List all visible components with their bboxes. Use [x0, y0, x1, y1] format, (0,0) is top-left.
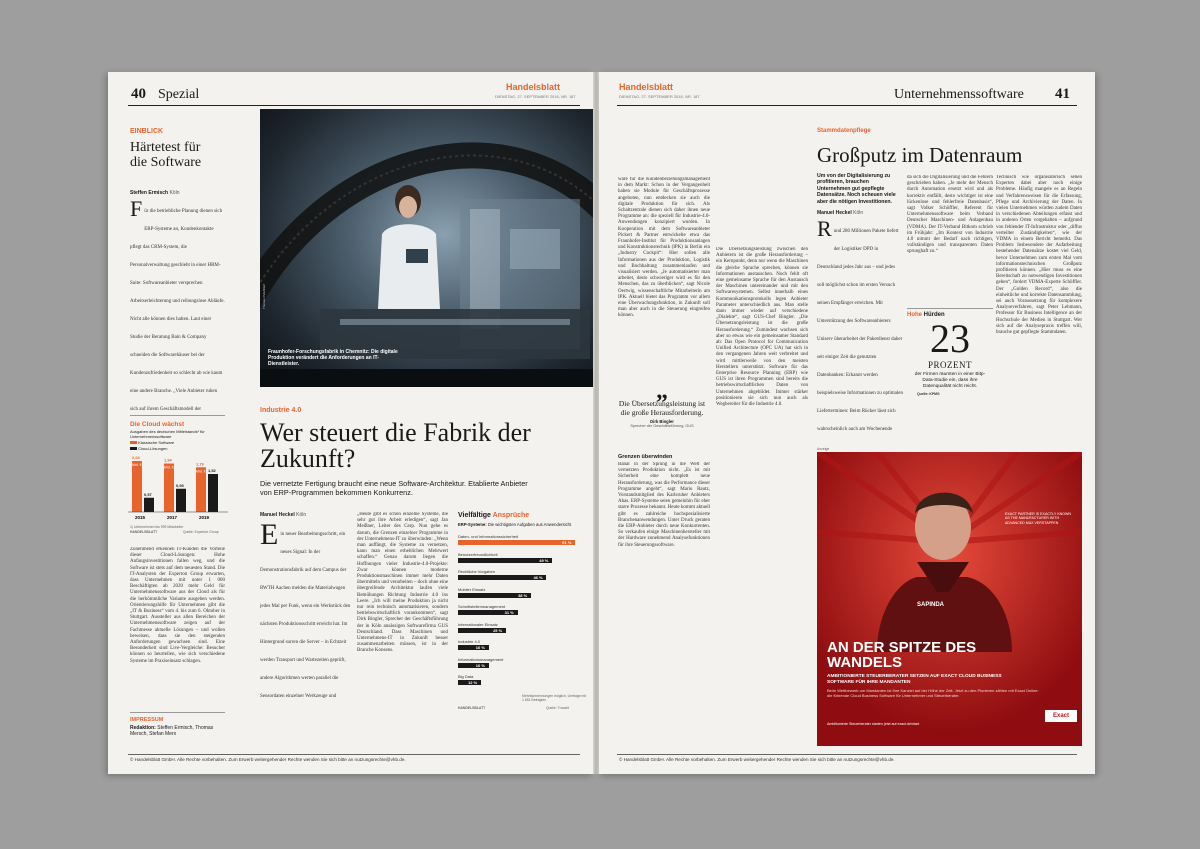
cloud-bar-2019-cloud [208, 474, 218, 512]
page-number-right: 41 [1055, 86, 1070, 102]
pull-quote [617, 378, 707, 442]
ad-headline: AN DER SPITZE DES WANDELS [827, 639, 977, 671]
einblick-location: Köln [169, 190, 180, 196]
main-kicker: Industrie 4.0 [260, 407, 302, 414]
right-page [599, 72, 1095, 774]
masthead-right: Handelsblatt [619, 82, 674, 92]
einblick-byline [130, 190, 179, 196]
erp-bar-label: Rechtliche Vorgaben [458, 569, 495, 574]
stat-text: der Firmen räumten in einer Bitp-Data-Studie ein, dass ihre Datenqualität nicht reicht. [914, 372, 986, 389]
factory-photo-illustration [260, 109, 593, 387]
footer-rule-right [617, 754, 1077, 755]
impressum-redaktion: Steffen Ermisch, Thomas Mersch, Stefan Merx [130, 725, 214, 737]
legend-swatch-classic [130, 441, 137, 444]
ad-footer: Ambitionierte Steuerberater starten jetzt auf exact.de/start [827, 722, 920, 726]
stat-source: Quelle: KPMG [917, 392, 940, 396]
main-col-1-text: in neuer Bearbeitungsschritt, ein neues Signal: In der Demonstrationsfabrik auf dem Campus der RWTH Aachen melden die Materialwagen jedes Mal per Funk, wenn ein Werkstück den nächsten Produktionsschritt erreicht hat. Im Hintergrund surren die Server – in Echtzeit werden Transport und Wartezeiten geprüft, andere Algorithmen werten parallel die Sensordaten einzelner Werkzeuge und [260, 532, 351, 699]
erp-bar-value: 61 % [562, 540, 572, 546]
cloud-legend-classic [130, 440, 174, 445]
cloud-year-label-2015: 2015 [135, 515, 146, 520]
footer-left: © Handelsblatt GmbH. Alle Rechte vorbehalten. Zum Erwerb weitergehender Rechte wenden Sie sich bitte an nutzungsrechte@vhb.de. [130, 757, 406, 762]
erp-bar-label: Benutzerfreundlichkeit [458, 551, 498, 557]
erp-bar-value: 31 % [504, 610, 514, 616]
erp-bar-label: Daten- und Informationssicherheit [458, 534, 519, 539]
masthead-left: Handelsblatt [506, 82, 561, 92]
cloud-chart-source-left: HANDELSBLATT [130, 530, 158, 534]
grosse-deck: Um von der Digitalisierung zu profitieren, brauchen Unternehmen gut gepflegte Datensätze. Noch scheuen viele aber die nötigen Investitionen. [817, 173, 896, 205]
ad-helmet-text: SAPINDA [917, 602, 945, 608]
ad-subhead: AMBITIONIERTE STEUERBERATER SETZEN AUF EXACT CLOUD BUSINESS SOFTWARE FÜR IHRE MANDANTEN [827, 674, 1002, 685]
stat-label-orange: Hohe [907, 312, 922, 318]
erp-bar-label: Mobiler Einsatz [458, 586, 486, 592]
cloud-bar-2015-classic [132, 461, 142, 512]
main-author: Manuel Heckel [260, 512, 295, 518]
grosse-col-3: Technisch wie organisatorisch sehen Experten dabei aber noch einige Probleme. Häufig mangele es an Regeln und Verfahrensweisen für die Erfassung, Pflege und Archivierung der Daten. In vielen Unternehmen würden zudem Daten in verschiedenen Abteilungen erfasst und in anderen Orten vorgehalten – aufgrund von fehlender IT-Infrastruktur oder „diffus verteilter Zuständigkeiten“, wie der VDMA in einem Bericht bemerkt. Das Problem: Insbesondere der Aufarbeitung bestehender Datensätze kostet viel Geld, bevor Unternehmen zum ersten Mal vom informationstechnischen Großputz profitieren können. „Hier muss es eine Bereitschaft zu notwendigen Investitionen geben“, fordert VDMA-Experte Schöffler. Der „Golden Record“, also die einheitliche und korrekte Datensammlung, sei auch Voraussetzung für komplexere Analyseverfahren, sagt Peter Lehmann, Professor für Business Intelligence an der Hochschule der Medien in Stuttgart. Wer sich auf die Analysepraxis treffen will, brauche gut gepflegte Stammdaten. [996, 175, 1082, 336]
cloud-bar-unit-2017: Mrd. € [164, 465, 174, 470]
legend-swatch-cloud [130, 447, 137, 450]
stat-top-rule [907, 308, 993, 309]
legend-label-cloud: Cloud-Lösungen [138, 446, 168, 451]
erp-chart-subtitle [458, 522, 583, 527]
grosse-author: Manuel Heckel [817, 210, 852, 216]
dateline-right: DIENSTAG, 27. SEPTEMBER 2016, NR. 187 [619, 94, 700, 99]
main-col-1 [260, 522, 351, 712]
cloud-bar-value-2017-classic: 1,94 [164, 457, 172, 463]
grenzen-heading: Grenzen überwinden [618, 454, 673, 460]
cloud-bar-2015-cloud [144, 498, 154, 512]
footer-rule-left [128, 754, 580, 755]
einblick-continued: Zunehmend erkennen IT-Kunden die Vorteile dieser Cloud-Lösungen: Hohe Anfangsinvestitionen fallen weg, und die Software ist stets auf dem neuesten Stand. Die IT-Analysten der Experton Group erwarten, dass Unternehmen mit unter 1 000 Beschäftigten ab 2020 mehr Geld für Unternehmenssoftware aus der Cloud als für die herkömmliche Variante ausgeben werden. Orientierungshilfe für Unternehmen gibt die „IT & Business“ vom 4. bis zum 6. Oktober in Stuttgart. Aussteller aus allen Bereichen der Unternehmenssoftware zeigen auf der Fachmesse aktuelle Lösungen – und wollen beweisen, dass sie den steigenden Anforderungen gewachsen sind. Eine Besonderheit sind Live-Vergleiche: Besucher können so beurteilen, wie sich verschiedene Systeme im Praxiseinsatz schlagen. [130, 547, 225, 664]
dateline-left: DIENSTAG, 27. SEPTEMBER 2016, NR. 187 [495, 94, 576, 99]
grosse-byline [817, 210, 863, 216]
stat-label-black: Hürden [923, 312, 945, 318]
cloud-bar-value-2019-cloud: 1,52 [208, 468, 216, 473]
legend-label-classic: Klassische Software [138, 440, 175, 445]
exact-logo[interactable]: Exact [1045, 710, 1077, 722]
erp-bar-value: 46 % [533, 575, 543, 581]
main-headline: Wer steuert die Fabrik der Zukunft? [260, 418, 531, 473]
factory-photo [260, 109, 593, 387]
erp-chart-footnote: Mehrfachnennungen möglich, Umfrage mit 1 651 Befragten [522, 694, 587, 702]
cloud-bar-value-2015-cloud: 0,57 [144, 491, 152, 497]
photo-caption: Fraunhofer-Forschungsfabrik in Chemnitz: Die digitale Produktion verändert die Anforderungen an IT-Dienstleister. [268, 349, 398, 367]
section-title-right: Unternehmenssoftware [894, 87, 1024, 102]
einblick-author: Steffen Ermisch [130, 190, 169, 196]
erp-bar-value: 25 % [493, 627, 503, 633]
grosse-col-2: da sich die Digitalisierung und die Fehlern geschrieben haben. „Je mehr der Mensch durch Automation ersetzt wird und als korrektiv entfällt, desto wichtiger ist eine lückenlose und fehlerfreie Datenbasis“, sagt Volker Schöffler, Referent für Unternehmenssoftware beim Verband Deutscher Maschinen- und Anlagenbau (VDMA). Der IT-Verband Bitkom schrieb im Frühjahr: „Im Kontext von Industrie 4.0 nimmt der Bedarf nach richtigen, vollständigen und transparenten Daten sprunghaft zu.“ [907, 175, 993, 255]
erp-chart-source-right: Quelle: Trovarit [546, 706, 569, 710]
cloud-bar-unit-2015: Mrd. € [132, 463, 142, 467]
cloud-bar-value-2015-classic: 2,04 [132, 455, 140, 460]
einblick-kicker: EINBLICK [130, 128, 164, 135]
cloud-chart-source-right: Quelle: Experton Group [183, 530, 219, 534]
erp-bar-label: Big Data [458, 674, 474, 679]
erp-bar-value: 49 % [539, 557, 549, 563]
erp-bar-chart-box [458, 512, 588, 717]
main-location: Köln [296, 512, 307, 518]
cloud-bar-value-2019-classic: 1,79 [196, 461, 204, 467]
main-byline [260, 512, 306, 518]
erp-bar-value: 12 % [468, 680, 478, 686]
einblick-headline: Härtetest für die Software [130, 140, 202, 170]
grenzen-text: Banal in der Sprung in die Welt der vernetzten Produktion nicht. „Es ist mit Sicherheit eine komplett neue Herausforderung, was die Performance dieser Programme angeht“, sagt Mario Rautz, Vorstandsmitglied des Karlsruher Anbieters Abas. ERP-Systeme seien gemeinhin für eher starre Prozesse bekannt. Heute kommt aktuell gibt es zahlreiche hochspezialisierte Branchenanwendungen. Unter Druck geraten die ERP-Anbieter durch neue Konkurrenten. So verkaufen einige Maschinenhersteller mit der Hardware zunehmend Analysefunktionen für ihre Steuerungssoftware. [618, 462, 710, 548]
impressum-text [130, 725, 225, 737]
erp-bar-label: Schnittstellenmanagement [458, 604, 506, 609]
stat-number: 23 [930, 316, 970, 361]
pull-quote-role: Sprecher der Geschäftsführung, GUS [630, 424, 694, 428]
erp-chart-subtitle-bold: ERP-Systeme: [458, 522, 487, 527]
stat-unit: PROZENT [928, 360, 972, 370]
erp-chart-title [458, 512, 529, 519]
erp-bar-label: Internationaler Einsatz [458, 621, 498, 627]
ad-illustration [817, 452, 1082, 746]
erp-bar-value: 16 % [475, 645, 485, 651]
impressum-label: IMPRESSUM [130, 717, 164, 723]
cloud-bar-2017-classic [164, 464, 174, 513]
cloud-chart-subtitle: Ausgaben des deutschen Mittelstands¹ für Unternehmenssoftware [130, 429, 205, 439]
erp-chart-subtitle-text: Die wichtigsten Aufgaben aus Anwendersicht [487, 522, 572, 527]
erp-bar-label: Informationsmanagement [458, 656, 504, 662]
main-dropcap: E [260, 522, 279, 551]
erp-chart-title-black: Vielfältige [458, 512, 491, 519]
cloud-bar-2017-cloud [176, 489, 186, 512]
cloud-chart-title: Die Cloud wächst [130, 421, 185, 428]
impressum-divider [130, 712, 225, 713]
cloud-chart-footnote: 1) Unternehmen bis 999 Mitarbeiter [130, 525, 184, 529]
erp-chart-source-left: HANDELSBLATT [458, 706, 486, 710]
cloud-legend-cloud [130, 446, 167, 451]
ad-label: Anzeige [817, 447, 830, 451]
cloud-year-label-2019: 2019 [199, 515, 210, 520]
grosse-location: Köln [853, 210, 864, 216]
section-title-left: Spezial [158, 87, 200, 102]
exact-ad[interactable] [817, 452, 1082, 746]
grosse-headline: Großputz im Datenraum [817, 143, 1023, 167]
page-number-left: 40 [131, 86, 146, 102]
einblick-dropcap: F [130, 199, 143, 221]
pull-quote-mark: „ [656, 378, 668, 404]
footer-right: © Handelsblatt GmbH. Alle Rechte vorbehalten. Zum Erwerb weitergehender Rechte wenden Sie sich bitte an nutzungsrechte@vhb.de. [619, 757, 895, 762]
header-rule-left [128, 105, 580, 106]
einblick-divider [130, 415, 225, 416]
cloud-bar-2019-classic [196, 467, 206, 512]
ad-tagline: EXACT PARTNER IS EXACTLY KNOWN AS THE MANUFACTURER WITH ADVANCED MAX VERSTAPPEN [1005, 512, 1071, 525]
erp-chart-title-orange: Ansprüche [492, 512, 530, 519]
erp-bar [458, 540, 575, 545]
left-page [108, 72, 593, 774]
grosse-col-1-text: und 280 Millionen Pakete liefert der Logistiker DPD in Deutschland jedes Jahr aus – und jedes soll möglichst schon im ersten Versuch seinen Empfänger erreichen. Mit Unterstützung des Softwareanbieters Uniserv überarbeitet der Paketdienst daher seit einiger Zeit die genutzten Datenbanken: Erkannt werden beispielsweise Informationen zu optimalen Lieferterminen: Beim Rücker lässt sich wahrscheinlich auch am Wochenende [817, 229, 903, 432]
impressum-redaktion-label: Redaktion: [130, 725, 156, 731]
grosse-col-1 [817, 219, 903, 442]
header-rule-right [617, 105, 1077, 106]
pull-quote-name: Dirk Bingler [650, 419, 674, 424]
einblick-body [130, 199, 225, 414]
ad-body: Beim Wettbewerb um Mandanten ist Ihre Kanzlei auf der Höhe der Zeit. Jetzt zu den Pionieren zählen mit Exact Online: die führende Cloud Business Software für Unternehmer und Steuerberater. [827, 688, 1039, 698]
photo-credit: Thomas Pufahl/laif [262, 284, 266, 309]
grosse-kicker: Stammdatenpflege [817, 128, 871, 134]
erp-bar-value: 38 % [518, 592, 528, 598]
erp-bar-label: Industrie 4.0 [458, 639, 481, 644]
grosse-dropcap: R [817, 219, 832, 241]
pull-quote-text: Die Übersetzungsleistung ist die große Herausforderung. [618, 399, 706, 417]
erp-bar [458, 558, 552, 563]
main-deck: Die vernetzte Fertigung braucht eine neue Software-Architektur. Etablierte Anbieter von ERP-Programmen bekommen Konkurrenz. [260, 479, 528, 497]
einblick-text: ür die betriebliche Planung dienen sich ERP-Systeme an, Kundenkontakte pflegt das CRM-System, die Personalverwaltung geschieht in einer HRM-Suite: Softwareanbieter versprechen Arbeitserleichterung und reibungslose Abläufe. Nicht alle können dies halten. Laut einer Studie der Beratung Bain & Company schneiden die Softwarehäuser bei der Kundenzufriedenheit so schlecht ab wie kaum eine andere Branche. „Viele Anbieter ruhen sich auf ihrem Geschäftsmodell der [130, 209, 225, 412]
continued-col-2: Die Übersetzungsleistung zwischen den Anbietern ist die große Herausforderung – ein Kernpunkt, denn nur wenn die Maschinen die gleiche Sprache sprechen, können sie Informationen austauschen. Noch fehlt oft eine gemeinsame Sprache für den Austausch der Maschinen untereinander und mit den Softwaresystemen. Selbst innerhalb eines Kommunikationsprotokolls legen Anbieter Parameter unterschiedlich aus. Man stelle dann immer wieder auf verschiedene „Dialekte“, sagt GUS-Chef Bingler. „Die Übersetzungsleistung ist die große Herausforderung.“ Zumindest wachsen sich aber so etwas wie ein gemeinsamer Standard ab: Das Open Protocol for Communication Unified Architecture (OPC UA) hat sich in den vergangenen Jahren weit verbreitet und wird mittlerweile von den meisten Herstellern unterstützt. Software für das Enterprise Resource Planning (ERP) wie GUS ist ihren Programmen sind bereits die betriebswirtschaftlichen Daten von Unternehmen abgebildet. Immer stärker positionieren sie sich nun auch als Wegbereiter für die Industrie 4.0. [716, 247, 808, 408]
erp-bar-value: 16 % [475, 662, 485, 668]
cloud-chart [128, 452, 228, 522]
cloud-year-label-2017: 2017 [167, 515, 178, 520]
cloud-bar-unit-2019: Mrd. € [196, 469, 206, 474]
main-col-2: „Heute gibt es schon einzelne Systeme, die sehr gut ihre Arbeit erledigen“, sagt Jan Meißner, Leiter des Cerp. Nun gehe es darum, die Grenzen einzelner Programme in der Unternehmens-IT zu überwinden: „Wenn man auffängt, die Systeme zu vernetzen, kann man einen erheblichen Mehrwert schaffen.“ Genau darum liegen die Hoffnungen vieler Industrie-4.0-Projekte: Zwar können moderne Produktionsmaschinen immer mehr Daten übermitteln und verarbeiten – doch ohne eine übergreifende Architektur laufen viele Bemühungen Richtung Industrie 4.0 ins Leere. „Ich will meine Produktion ja nicht nur rein technisch automatisieren, sondern betriebswirtschaftlich vorankommen“, sagt Dirk Bingler, Sprecher der Geschäftsführung der in Köln ansässigen Softwarefirma GUS Deutschland. Dass Maschinen und Unternehmens-IT in Zukunft besser zusammenarbeiten müssen, ist in der Branche Konsens. [357, 512, 448, 654]
continued-col-1: ware für die Kundenbeziehungsmanagement in dem Markt: Schon in der Vergangenheit haben sie Module für Geschäftsprozesse angeboten, nun entdecken sie auch die digitale Produktion für sich. Als Schaltzentrale dienen sich daher ihnen neue Programme an: die speziell für Industrie-4.0-Anwendungen konzipiert wurden. In Kooperation mit dem Softwareanbieter Pickert & Partner entwickelte etwa das Fraunhofer-Institut für Produktionsanlagen und Konstruktionstechnik (IPK) in Berlin ein „Industry Cockpit“: Hier sollen alle Informationen aus der Produktion, Logistik und Buchhaltung zusammenlaufen und visualisiert werden. „Je automatisierter man arbeitet, desto schwieriger wird es für den Menschen, das zu überblicken“, sagt Nicole Oertwig, wissenschaftliche Mitarbeiterin am IPK. Aktuell bietet das Programm vor allem eine Überwachungsfunktion, in Zukunft soll man aber auch in die Steuerung eingreifen können. [618, 177, 710, 319]
erp-bars [458, 534, 588, 696]
cloud-bar-value-2017-cloud: 0,93 [176, 482, 184, 488]
